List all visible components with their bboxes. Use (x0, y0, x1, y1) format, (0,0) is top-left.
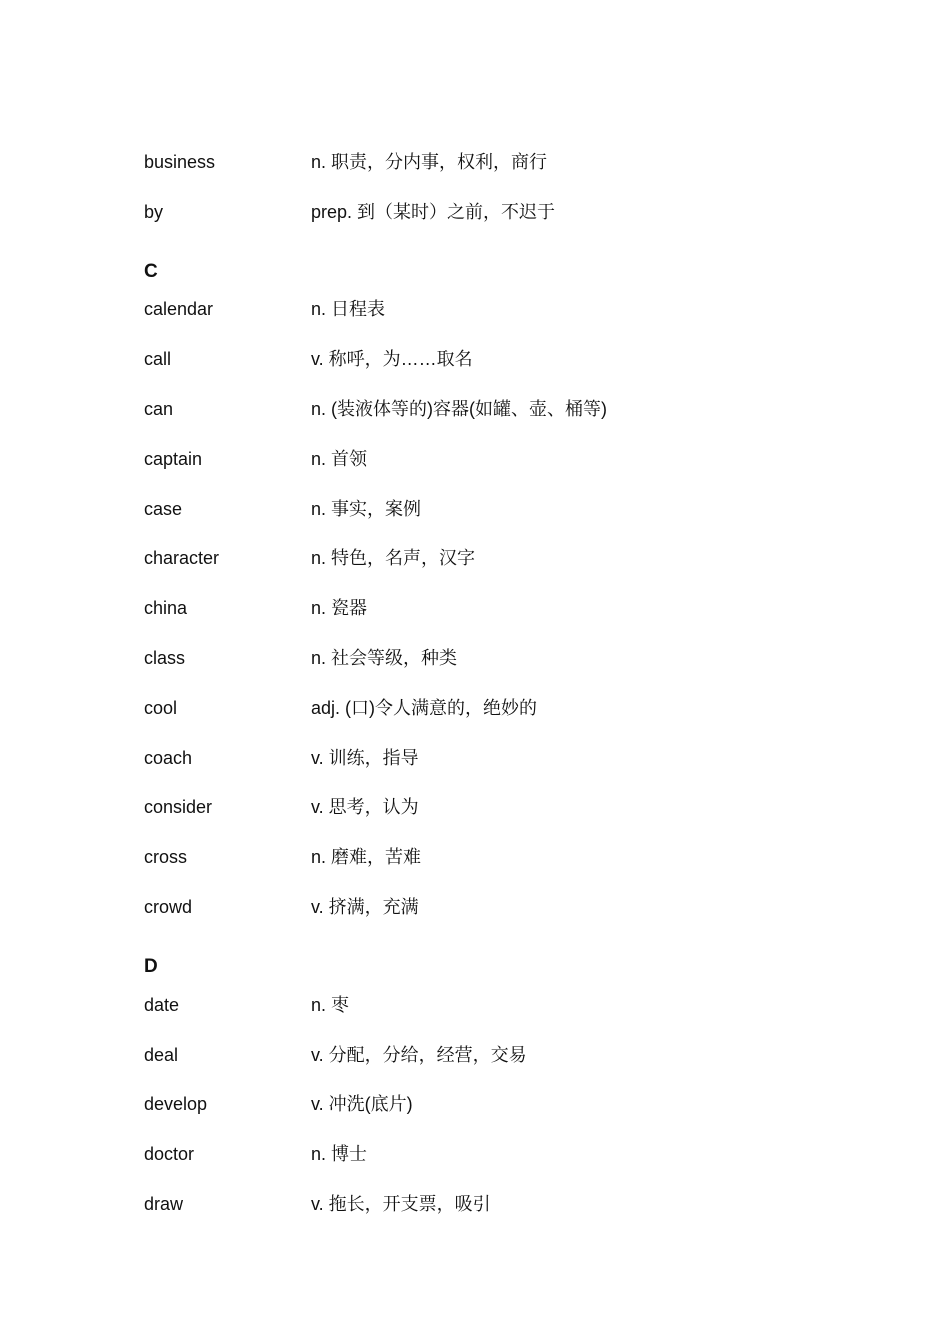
entry-word: draw (144, 1194, 184, 1215)
entry-definition: n. 磨难，苦难 (311, 847, 422, 868)
entry-word: business (144, 151, 216, 172)
entry-definition: v. 分配，分给，经营，交易 (311, 1044, 527, 1065)
list-item (144, 583, 844, 633)
list-item (144, 1179, 844, 1229)
list-item (144, 334, 844, 384)
entry-definition: v. 挤满，充满 (311, 897, 419, 918)
list-item (144, 137, 844, 187)
list-item (144, 187, 844, 237)
entry-word: coach (144, 747, 193, 768)
entry-definition: n. (装液体等的)容器(如罐、壶、桶等) (311, 399, 607, 420)
list-item (144, 783, 844, 833)
entry-word: date (144, 994, 180, 1015)
entry-definition: v. 拖长，开支票，吸引 (311, 1194, 491, 1215)
entry-word: doctor (144, 1144, 195, 1165)
entry-word: consider (144, 797, 213, 818)
entry-word: deal (144, 1044, 179, 1065)
entry-definition: n. 瓷器 (311, 598, 368, 619)
list-item (144, 1080, 844, 1130)
entry-definition: n. 日程表 (311, 299, 386, 320)
entry-word: cool (144, 697, 178, 718)
list-item (144, 882, 844, 932)
entry-word: captain (144, 448, 203, 469)
section-letter-d: D (144, 955, 158, 977)
list-item (144, 633, 844, 683)
entry-word: calendar (144, 299, 214, 320)
list-item (144, 1030, 844, 1080)
section-letter-c: C (144, 260, 158, 282)
list-item (144, 832, 844, 882)
list-item (144, 733, 844, 783)
entry-definition: n. 首领 (311, 448, 368, 469)
vocabulary-list (144, 137, 844, 1229)
entry-definition: v. 冲洗(底片) (311, 1094, 413, 1115)
entry-word: crowd (144, 897, 193, 918)
entry-word: can (144, 399, 174, 420)
list-item (144, 285, 844, 335)
list-item (144, 384, 844, 434)
list-item (144, 484, 844, 534)
list-item (144, 434, 844, 484)
entry-definition: adj. (口)令人满意的，绝妙的 (311, 697, 538, 718)
entry-word: by (144, 201, 164, 222)
list-item (144, 980, 844, 1030)
entry-definition: n. 事实，案例 (311, 498, 422, 519)
entry-definition: n. 职责，分内事，权利，商行 (311, 151, 548, 172)
entry-definition: v. 称呼，为……取名 (311, 349, 473, 370)
entry-definition: v. 思考，认为 (311, 797, 419, 818)
list-item (144, 683, 844, 733)
entry-definition: n. 特色，名声，汉字 (311, 548, 476, 569)
entry-word: case (144, 498, 183, 519)
entry-definition: v. 训练，指导 (311, 747, 419, 768)
list-item (144, 1129, 844, 1179)
list-item (144, 534, 844, 584)
entry-definition: n. 枣 (311, 994, 350, 1015)
entry-definition: n. 社会等级，种类 (311, 648, 458, 669)
entry-definition: prep. 到（某时）之前，不迟于 (311, 201, 556, 222)
entry-word: class (144, 648, 186, 669)
entry-word: character (144, 548, 220, 569)
entry-word: china (144, 598, 188, 619)
entry-word: cross (144, 847, 188, 868)
entry-word: call (144, 349, 172, 370)
entry-definition: n. 博士 (311, 1144, 368, 1165)
entry-word: develop (144, 1094, 208, 1115)
